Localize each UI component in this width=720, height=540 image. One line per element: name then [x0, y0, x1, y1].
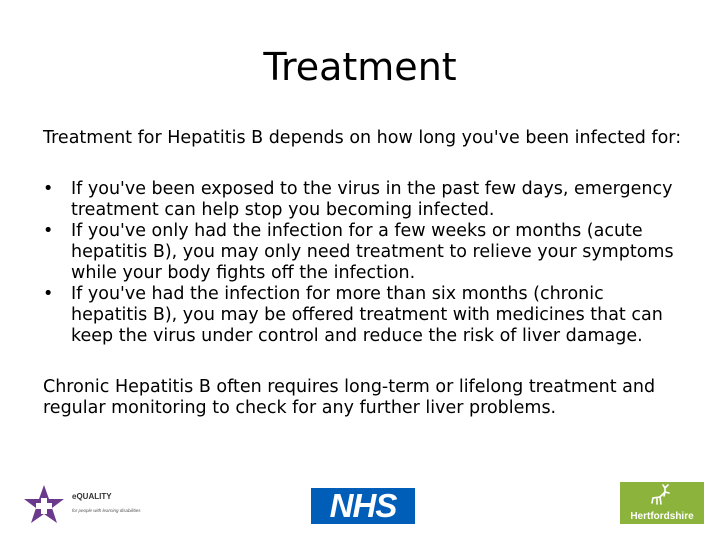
equality-name: eQUALITY: [72, 492, 112, 501]
bullet-list: [43, 179, 683, 347]
bullet-item: • If you've had the infection for more than six months (chronic hepatitis B), you may be offered treatment with medicines that can keep the virus under control and reduce the risk of liver damage.: [43, 284, 683, 347]
hertfordshire-logo: [620, 482, 704, 524]
stag-icon: [648, 484, 676, 510]
equality-tagline: for people with learning disabilities: [72, 508, 141, 513]
slide-title: Treatment: [263, 45, 457, 89]
intro-text: Treatment for Hepatitis B depends on how long you've been infected for:: [43, 128, 682, 148]
slide-body: [43, 128, 683, 419]
hertfordshire-label: Hertfordshire: [630, 511, 694, 522]
bullet-item: • If you've only had the infection for a few weeks or months (acute hepatitis B), you may only need treatment to relieve your symptoms while your body fights off the infection.: [43, 221, 683, 284]
equality-logo: [22, 484, 192, 526]
closing-text: Chronic Hepatitis B often requires long-term or lifelong treatment and regular monitoring to check for any further liver problems.: [43, 377, 656, 418]
purple-star-cross-icon: [22, 484, 66, 526]
bullet-item: • If you've been exposed to the virus in the past few days, emergency treatment can help stop you becoming infected.: [43, 179, 683, 221]
nhs-logo: NHS: [311, 488, 415, 524]
